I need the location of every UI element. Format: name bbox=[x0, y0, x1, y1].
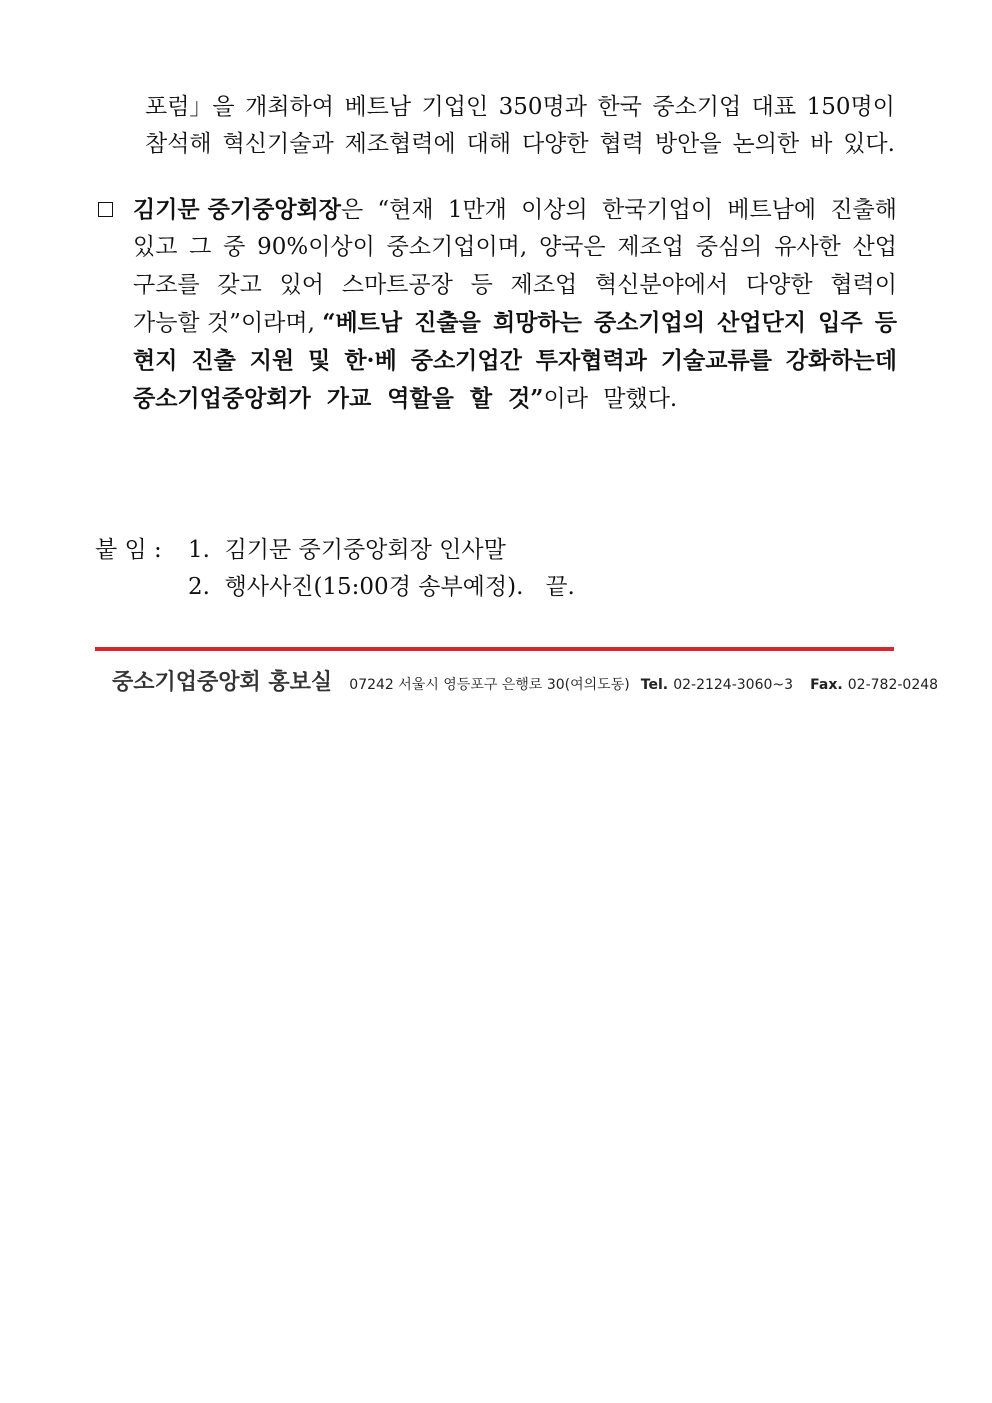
attachment-item-2: 2. 행사사진(15:00경 송부예정). 끝. bbox=[188, 574, 575, 600]
word: 현지 bbox=[133, 347, 178, 374]
word: 기술교류를 bbox=[660, 347, 772, 374]
footer-org-name: 중소기업중앙회 홍보실 bbox=[112, 670, 333, 695]
word: 갖고 bbox=[217, 272, 262, 298]
word: 진출 bbox=[191, 347, 236, 374]
speaker-name: 김기문 중기중앙회장 bbox=[133, 196, 341, 223]
checkbox-bullet-icon bbox=[98, 202, 113, 217]
word: 중소기업의 bbox=[593, 309, 706, 336]
footer-tel: 02-2124-3060~3 bbox=[673, 677, 794, 693]
word: 제조업 bbox=[510, 272, 578, 298]
para2-line4 bbox=[133, 308, 897, 338]
word: 산업단지 bbox=[717, 309, 807, 336]
para2-line6-normal: 이라 말했다. bbox=[543, 386, 678, 412]
word: 중소기업간 bbox=[410, 347, 522, 374]
word: 이상의 bbox=[521, 197, 588, 223]
attachment-item-1: 1. 김기문 중기중앙회장 인사말 bbox=[188, 537, 506, 563]
word: 투자협력과 bbox=[535, 347, 647, 374]
para1-line1 bbox=[145, 92, 895, 122]
word: 지원 bbox=[249, 347, 295, 374]
word: 중소기업 bbox=[652, 94, 742, 120]
word: 바 bbox=[810, 131, 833, 157]
word: “베트남 bbox=[322, 309, 403, 336]
word: 논의한 bbox=[732, 131, 800, 157]
word: 베트남에 bbox=[727, 197, 817, 223]
word: 다양한 bbox=[745, 272, 813, 298]
para1-line2 bbox=[145, 129, 895, 159]
word: 있어 bbox=[279, 272, 324, 298]
footer-fax-label: Fax. bbox=[810, 677, 843, 693]
word: 강화하는데 bbox=[785, 347, 897, 374]
para2-line1 bbox=[133, 195, 897, 225]
word: 대해 bbox=[466, 131, 512, 157]
word: 대표 bbox=[751, 94, 797, 120]
word: “현재 bbox=[377, 197, 434, 223]
word: 등 bbox=[470, 272, 493, 298]
attachment-label: 붙 임 : bbox=[95, 537, 162, 563]
para2-line2 bbox=[133, 232, 897, 262]
word: 한·베 bbox=[344, 347, 397, 374]
word: 개최하여 bbox=[245, 94, 334, 120]
word: 중심의 bbox=[695, 234, 763, 260]
word: 구조를 bbox=[133, 272, 200, 298]
word: 350명과 bbox=[498, 94, 587, 120]
word: 그 bbox=[189, 234, 212, 260]
para2-line4-normal: 가능할 것”이라며, bbox=[133, 310, 323, 336]
word: 진출해 bbox=[830, 197, 897, 223]
footer-address: 07242 서울시 영등포구 은행로 30(여의도동) bbox=[349, 677, 630, 693]
word: 입주 bbox=[818, 309, 863, 336]
word: 혁신기술과 bbox=[222, 131, 334, 157]
para2-line1-rest bbox=[341, 195, 897, 225]
word: 150명이 bbox=[806, 94, 895, 120]
word: 90%이상이 bbox=[257, 234, 375, 260]
para2-line4-bold bbox=[322, 308, 897, 338]
word: 진출을 bbox=[414, 309, 481, 336]
word: 참석해 bbox=[145, 131, 212, 157]
word: 제조협력에 bbox=[344, 131, 456, 157]
word: 스마트공장 bbox=[341, 272, 453, 298]
footer-tel-label: Tel. bbox=[640, 677, 669, 693]
word: 한국 bbox=[597, 94, 642, 120]
word: 포럼」을 bbox=[145, 94, 235, 120]
word: 희망하는 bbox=[492, 309, 582, 336]
word: 중소기업이며, bbox=[386, 234, 528, 260]
word: 협력 bbox=[599, 131, 644, 157]
word: 협력이 bbox=[830, 272, 897, 298]
word: 양국은 bbox=[538, 234, 606, 260]
word: 제조업 bbox=[617, 234, 684, 260]
word: 있고 bbox=[133, 234, 178, 260]
footer-divider bbox=[95, 647, 894, 651]
word: 등 bbox=[874, 309, 897, 336]
word: 및 bbox=[308, 347, 331, 374]
word: 기업인 bbox=[421, 94, 489, 120]
word: 있다. bbox=[843, 131, 895, 157]
word: 유사한 bbox=[774, 234, 841, 260]
word: 혁신분야에서 bbox=[594, 272, 729, 298]
word: 산업 bbox=[852, 234, 897, 260]
footer-fax: 02-782-0248 bbox=[847, 677, 939, 693]
para2-line6 bbox=[133, 384, 677, 414]
word: 1만개 bbox=[447, 197, 507, 223]
word: 한국기업이 bbox=[601, 197, 714, 223]
word: 베트남 bbox=[344, 94, 412, 120]
para2-line6-bold: 중소기업중앙회가 가교 역할을 할 것” bbox=[133, 385, 544, 412]
para2-line5 bbox=[133, 346, 897, 376]
word: 다양한 bbox=[521, 131, 589, 157]
footer bbox=[112, 665, 938, 696]
word: 은 bbox=[340, 197, 364, 223]
word: 방안을 bbox=[654, 131, 722, 157]
word: 중 bbox=[223, 234, 246, 260]
para2-line3 bbox=[133, 270, 897, 300]
